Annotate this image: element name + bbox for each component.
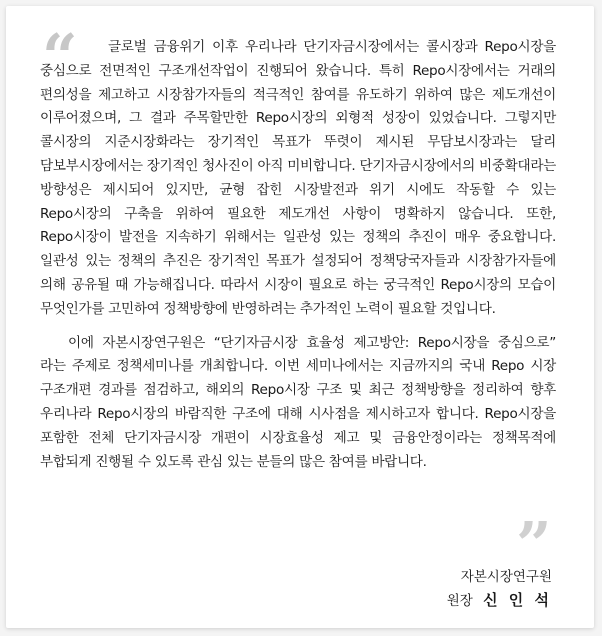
letter-card bbox=[6, 6, 594, 628]
close-quote-mark-icon: ” bbox=[516, 508, 552, 581]
signature-name: 신 인 석 bbox=[483, 591, 552, 609]
signature-title: 원장 bbox=[446, 593, 473, 609]
signature-block bbox=[447, 566, 552, 613]
letter-body bbox=[40, 36, 556, 474]
open-quote-mark-icon: “ bbox=[42, 20, 78, 93]
paragraph-2: 이에 자본시장연구원은 “단기자금시장 효율성 제고방안: Repo시장을 중심으로” 라는 주제로 정책세미나를 개최합니다. 이번 세미나에서는 지금까지의 국내 Repo 시장 구조개편 경과를 점검하고, 해외의 Repo시장 구조 및 최근 정책방향을 정리하여 향후 우리나라 Repo시장의 바람직한 구조에 대해 시사점을 제시하고자 합니다. Repo시장을 포함한 전체 단기자금시장 개편이 시장효율성 제고 및 금융안정이라는 정책목적에 부합되게 진행될 수 있도록 관심 있는 분들의 많은 참여를 바랍니다. bbox=[40, 334, 556, 470]
signature-line bbox=[447, 589, 552, 613]
signature-organization: 자본시장연구원 bbox=[460, 569, 552, 585]
paragraph-1: 글로벌 금융위기 이후 우리나라 단기자금시장에서는 콜시장과 Repo시장을 중심으로 전면적인 구조개선작업이 진행되어 왔습니다. 특히 Repo시장에서는 거래의 편의성을 제고하고 시장참가자들의 적극적인 참여를 유도하기 위하여 많은 제도개선이 이루어졌으며, 그 결과 주목할만한 Repo시장의 외형적 성장이 있었습니다. 그렇지만 콜시장의 지준시장화라는 장기적인 목표가 뚜렷이 제시된 무담보시장과는 달리 담보부시장에서는 장기적인 청사진이 아직 미비합니다. 단기자금시장에서의 비중확대라는 방향성은 제시되어 있지만, 균형 잡힌 시장발전과 위기 시에도 작동할 수 있는 Repo시장의 구축을 위하여 필요한 제도개선 사항이 명확하지 않습니다. 또한, Repo시장이 발전을 지속하기 위해서는 일관성 있는 정책의 추진이 매우 중요합니다. 일관성 있는 정책의 추진은 장기적인 목표가 설정되어 정책당국자들과 시장참가자들에 의해 공유될 때 가능해집니다. 따라서 시장이 필요로 하는 궁극적인 Repo시장의 모습이 무엇인가를 고민하여 정책방향에 반영하려는 추가적인 노력이 필요할 것입니다. bbox=[40, 39, 556, 317]
